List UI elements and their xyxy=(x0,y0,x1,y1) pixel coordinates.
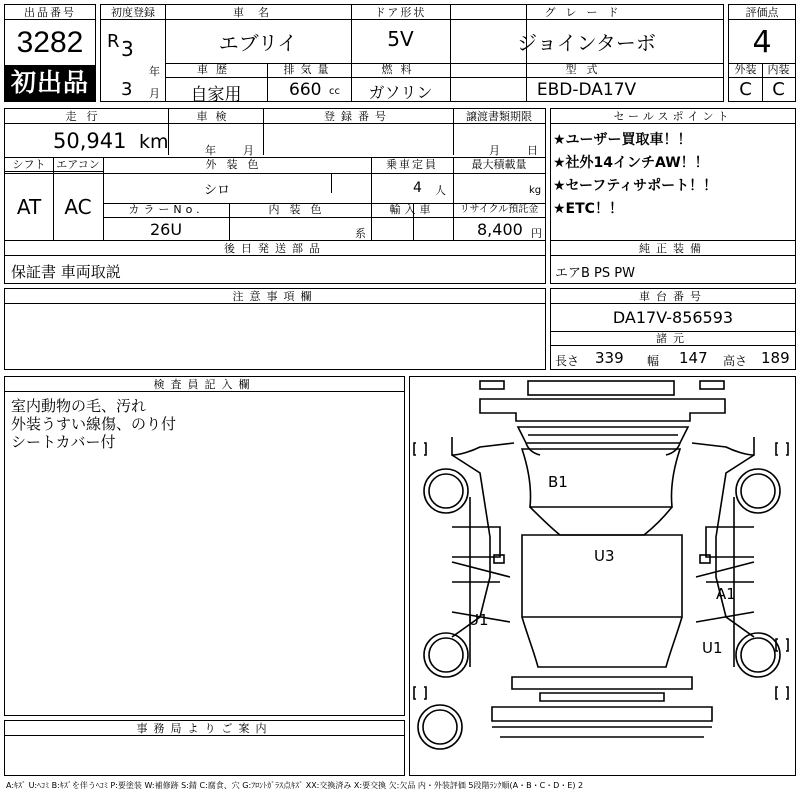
ext-color-label: 外装色 xyxy=(205,158,269,171)
interior-label: 内装 xyxy=(767,63,790,76)
reg-number-label: 登録番号 xyxy=(324,110,392,123)
transfer-day: 日 xyxy=(527,144,538,157)
ac-label: エアコン xyxy=(53,157,103,172)
import-label: 輸入車 xyxy=(389,203,435,216)
capacity: 4 xyxy=(413,180,422,196)
office-label: 事務局よりご案内 xyxy=(5,721,404,736)
transfer-month: 月 xyxy=(489,144,500,157)
chassis-box xyxy=(550,288,796,370)
transfer-label: 譲渡書類期限 xyxy=(466,110,532,123)
capacity-unit: 人 xyxy=(435,184,446,197)
recycle-fee: 8,400 xyxy=(477,220,523,239)
sales-points-box xyxy=(550,108,796,242)
int-color-unit: 系 xyxy=(355,227,366,240)
int-color-label: 内装色 xyxy=(268,203,332,216)
later-parts: 保証書 車両取説 xyxy=(11,263,121,281)
mileage-label: 走行 xyxy=(65,110,108,123)
reg-month: 3 xyxy=(121,79,133,100)
fuel-label: 燃料 xyxy=(381,63,420,76)
recycle-label: リサイクル預託金 xyxy=(459,204,539,215)
sales-point-2: ★社外14インチAW！！ xyxy=(553,155,709,171)
exterior-rating: C xyxy=(739,79,752,100)
inspector-box xyxy=(4,376,405,716)
equipment: エアB PS PW xyxy=(555,266,635,281)
length: 339 xyxy=(595,349,624,367)
score: 4 xyxy=(752,25,772,60)
reg-year: 3 xyxy=(121,37,134,61)
office-box xyxy=(4,720,405,776)
recycle-unit: 円 xyxy=(531,227,542,240)
damage-mark-b1: B1 xyxy=(548,473,568,491)
model-label: 型式 xyxy=(565,63,608,76)
equipment-label: 純正装備 xyxy=(551,241,795,256)
lot-number-box xyxy=(4,4,96,102)
lot-number: 3282 xyxy=(16,26,84,59)
damage-mark-u3: U3 xyxy=(594,547,615,565)
air-conditioner: AC xyxy=(64,195,92,219)
damage-mark-a1: A1 xyxy=(716,585,736,603)
reg-month-unit: 月 xyxy=(149,87,160,100)
notes-box xyxy=(4,288,546,370)
grade-label: グレード xyxy=(544,6,629,19)
car-outline xyxy=(410,377,794,775)
history: 自家用 xyxy=(190,85,242,105)
first-reg-label: 初度登録 xyxy=(111,6,155,19)
inspection-month: 月 xyxy=(243,144,254,157)
inspector-line-2: 外装うすい線傷、のり付 xyxy=(11,415,177,433)
equipment-box xyxy=(550,240,796,284)
sales-points-label: セールスポイント xyxy=(551,109,795,124)
max-load-label: 最大積載量 xyxy=(471,158,527,171)
first-listing-badge: 初出品 xyxy=(5,65,95,101)
mileage: 50,941 xyxy=(53,129,127,153)
shift-label: シフト xyxy=(5,157,53,172)
damage-mark-u1-left: U1 xyxy=(468,611,489,629)
legend: A:ｷｽﾞ U:ﾍｺﾐ B:ｷｽﾞを伴うﾍｺﾐ P:要塗装 W:補修跡 S:錆 C:腐食、穴 G:ﾌﾛﾝﾄｶﾞﾗｽ点ｷｽﾞ XX:交換済み X:要交換 欠:欠品 内・外装評価 5段階ﾗﾝｸ順(A・B・C・D・E) 2 xyxy=(6,781,584,790)
shift: AT xyxy=(16,195,42,219)
height-label: 高さ xyxy=(723,354,748,368)
sales-point-1: ★ユーザー買取車！！ xyxy=(553,132,692,148)
dims-label: 諸元 xyxy=(551,331,795,346)
inspector-label: 検査員記入欄 xyxy=(5,377,404,392)
era: R xyxy=(107,31,120,52)
model: EBD-DA17V xyxy=(536,80,637,100)
mileage-unit: km xyxy=(139,131,169,153)
score-box xyxy=(728,4,796,102)
interior-rating: C xyxy=(772,79,785,100)
damage-mark-u1-right: U1 xyxy=(702,639,723,657)
grade: ジョインターボ xyxy=(517,31,656,55)
sales-point-4: ★ETC！！ xyxy=(553,201,623,217)
score-label: 評価点 xyxy=(729,5,795,20)
exterior-label: 外装 xyxy=(734,63,757,76)
door-label: ドア形状 xyxy=(374,6,427,19)
notes-label: 注意事項欄 xyxy=(5,289,545,304)
later-parts-label: 後日発送部品 xyxy=(5,241,545,256)
lot-number-label: 出品番号 xyxy=(5,5,95,20)
width-label: 幅 xyxy=(647,354,660,368)
car-name-label: 車名 xyxy=(233,6,283,19)
later-parts-box xyxy=(4,240,546,284)
chassis-number: DA17V-856593 xyxy=(612,308,734,327)
width: 147 xyxy=(679,349,708,367)
inspection-year: 年 xyxy=(205,144,216,157)
height: 189 xyxy=(761,349,790,367)
car-diagram xyxy=(409,376,796,776)
sales-point-3: ★セーフティサポート！！ xyxy=(553,178,718,194)
header-box xyxy=(100,4,724,105)
displacement: 660 xyxy=(289,80,322,100)
displacement-unit: cc xyxy=(329,86,340,97)
length-label: 長さ xyxy=(555,354,580,368)
fuel: ガソリン xyxy=(368,83,433,102)
inspector-line-3: シートカバー付 xyxy=(11,433,116,451)
capacity-label: 乗車定員 xyxy=(386,158,438,171)
door-type: 5V xyxy=(387,27,414,51)
displacement-label: 排気量 xyxy=(283,63,335,76)
color-no-label: カラーNo. xyxy=(128,203,204,216)
car-name: エブリイ xyxy=(218,31,298,55)
inspector-line-1: 室内動物の毛、汚れ xyxy=(11,397,147,415)
inspection-label: 車検 xyxy=(196,110,235,123)
history-label: 車歴 xyxy=(197,63,235,76)
color-no: 26U xyxy=(149,220,183,239)
reg-year-unit: 年 xyxy=(149,65,160,78)
max-load-unit: kg xyxy=(529,185,542,196)
ext-color: シロ xyxy=(203,183,230,198)
chassis-label: 車台番号 xyxy=(551,289,795,304)
details-box xyxy=(4,108,546,242)
